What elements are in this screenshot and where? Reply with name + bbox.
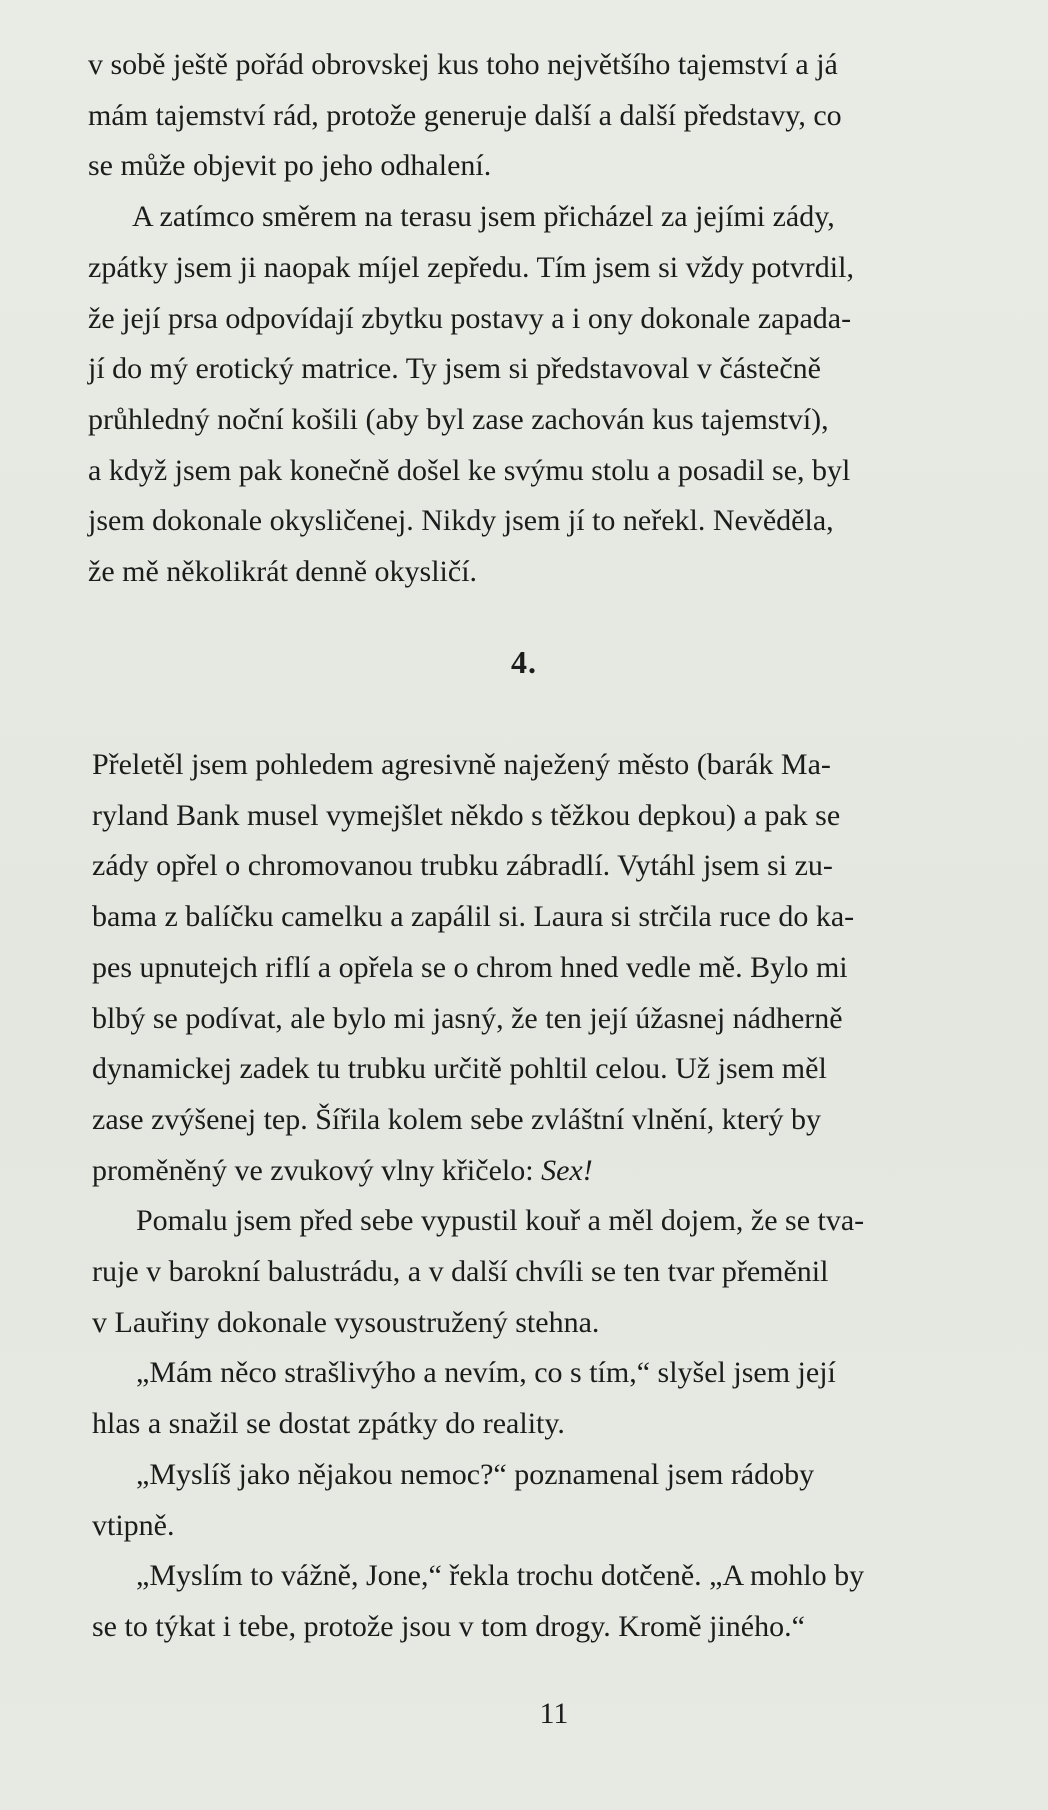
dialogue-line: „Myslím to vážně, Jone,“ řekla trochu dotčeně. „A mohlo by xyxy=(136,1559,865,1593)
text-line: že mě několikrát denně okysličí. xyxy=(88,555,478,589)
text-line: se to týkat i tebe, protože jsou v tom drogy. Kromě jiného.“ xyxy=(92,1609,805,1643)
text-line: že její prsa odpovídají zbytku postavy a i ony dokonale zapada- xyxy=(88,301,852,335)
paragraph-start-line: Pomalu jsem před sebe vypustil kouř a měl dojem, že se tva- xyxy=(136,1204,865,1238)
text-line: v sobě ještě pořád obrovskej kus toho největšího tajemství a já xyxy=(88,48,838,81)
text-line: Přeletěl jsem pohledem agresivně naježený město (barák Ma- xyxy=(92,748,831,781)
text-line: ruje v barokní balustrádu, a v další chvíli se ten tvar přeměnil xyxy=(92,1255,829,1289)
text-line: průhledný noční košili (aby byl zase zachován kus tajemství), xyxy=(88,402,829,436)
text-line: pes upnutejch riflí a opřela se o chrom hned vedle mě. Bylo mi xyxy=(92,950,848,984)
text-section-1 xyxy=(88,40,1013,598)
emphasis-word: Sex! xyxy=(541,1153,593,1187)
text-line: jsem dokonale okysličenej. Nikdy jsem jí to neřekl. Nevěděla, xyxy=(88,504,834,538)
text-line: zády opřel o chromovanou trubku zábradlí. Vytáhl jsem si zu- xyxy=(92,849,833,883)
text-fragment: proměněný ve zvukový vlny křičelo: xyxy=(92,1153,542,1187)
text-line: bama z balíčku camelku a zapálil si. Laura si strčila ruce do ka- xyxy=(92,900,855,934)
text-line: blbý se podívat, ale bylo mi jasný, že ten její úžasnej nádherně xyxy=(92,1001,843,1035)
text-line: a když jsem pak konečně došel ke svýmu stolu a posadil se, byl xyxy=(88,453,851,487)
page-number: 11 xyxy=(539,1697,569,1730)
text-line: jí do mý erotický matrice. Ty jsem si představoval v částečně xyxy=(88,352,821,386)
text-line: v Lauřiny dokonale vysoustružený stehna. xyxy=(92,1305,600,1339)
text-line: mám tajemství rád, protože generuje další a další představy, co xyxy=(88,98,842,132)
text-line: vtipně. xyxy=(92,1508,175,1542)
text-line: ryland Bank musel vymejšlet někdo s těžkou depkou) a pak se xyxy=(92,798,841,832)
text-line: hlas a snažil se dostat zpátky do reality. xyxy=(92,1407,565,1441)
dialogue-line: „Myslíš jako nějakou nemoc?“ poznamenal jsem rádoby xyxy=(136,1457,815,1491)
text-line: se může objevit po jeho odhalení. xyxy=(88,149,492,183)
dialogue-line: „Mám něco strašlivýho a nevím, co s tím,“ slyšel jsem její xyxy=(136,1356,836,1390)
chapter-heading: 4. xyxy=(511,644,537,680)
text-line-with-emphasis xyxy=(92,1146,1017,1197)
text-section-2 xyxy=(92,740,1017,1653)
text-line: zpátky jsem ji naopak míjel zepředu. Tím jsem si vždy potvrdil, xyxy=(88,250,854,284)
text-line: dynamickej zadek tu trubku určitě pohltil celou. Už jsem měl xyxy=(92,1052,827,1086)
text-line: zase zvýšenej tep. Šířila kolem sebe zvláštní vlnění, který by xyxy=(92,1102,821,1136)
paragraph-start-line: A zatímco směrem na terasu jsem přicházel za jejími zády, xyxy=(132,200,835,234)
